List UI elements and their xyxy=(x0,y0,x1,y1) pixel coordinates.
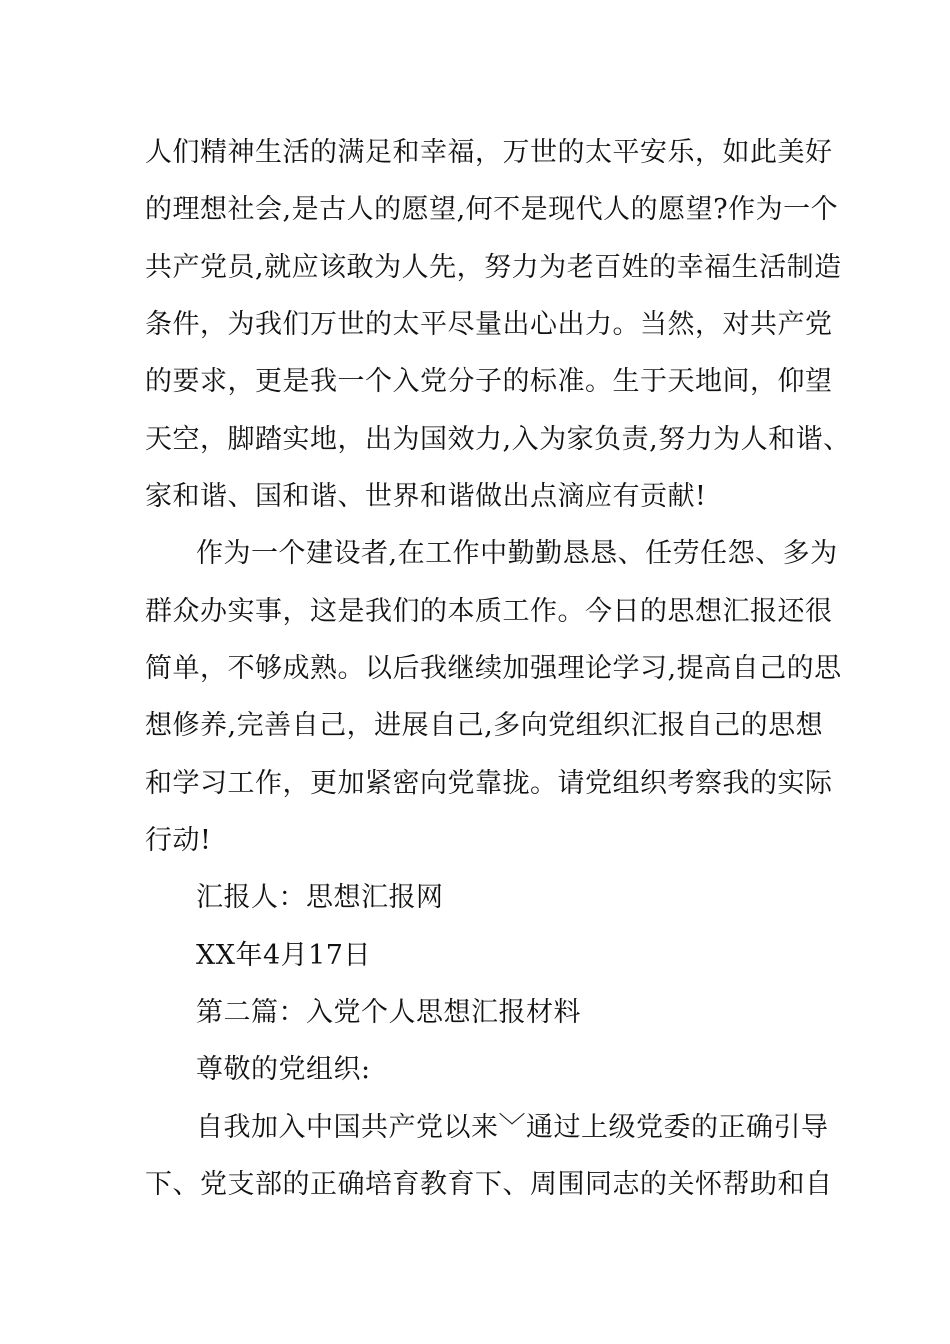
body-text-line: 的要求，更是我一个入党分子的标准。生于天地间，仰望 xyxy=(145,366,833,397)
paragraph-first-line: 自我加入中国共产党以来﹀通过上级党委的正确引导 xyxy=(196,1112,829,1143)
body-text-line: 简单，不够成熟。以后我继续加强理论学习,提高自己的思 xyxy=(145,653,842,684)
date-line: XX年4月17日 xyxy=(196,940,371,971)
body-text-line: 的理想社会,是古人的愿望,何不是现代人的愿望?作为一个 xyxy=(145,194,839,225)
section-title: 第二篇：入党个人思想汇报材料 xyxy=(196,997,581,1028)
body-text-line: 群众办实事，这是我们的本质工作。今日的思想汇报还很 xyxy=(145,596,833,627)
body-text-line: 家和谐、国和谐、世界和谐做出点滴应有贡献! xyxy=(145,481,707,512)
body-text-line: 共产党员,就应该敢为人先，努力为老百姓的幸福生活制造 xyxy=(145,252,842,283)
paragraph-first-line: 作为一个建设者,在工作中勤勤恳恳、任劳任怨、多为 xyxy=(196,538,838,569)
reporter-line: 汇报人：思想汇报网 xyxy=(196,882,444,913)
body-text-line: 人们精神生活的满足和幸福，万世的太平安乐，如此美好 xyxy=(145,137,833,168)
body-text-line: 和学习工作，更加紧密向党靠拢。请党组织考察我的实际 xyxy=(145,768,833,799)
body-text-line: 天空，脚踏实地，出为国效力,入为家负责,努力为人和谐、 xyxy=(145,424,851,455)
body-text-line: 条件，为我们万世的太平尽量出心出力。当然，对共产党 xyxy=(145,309,833,340)
salutation: 尊敬的党组织: xyxy=(196,1054,371,1085)
body-text-line: 下、党支部的正确培育教育下、周围同志的关怀帮助和自 xyxy=(145,1169,833,1200)
body-text-line: 想修养,完善自己，进展自己,多向党组织汇报自己的思想 xyxy=(145,710,824,741)
body-text-line: 行动! xyxy=(145,825,212,856)
